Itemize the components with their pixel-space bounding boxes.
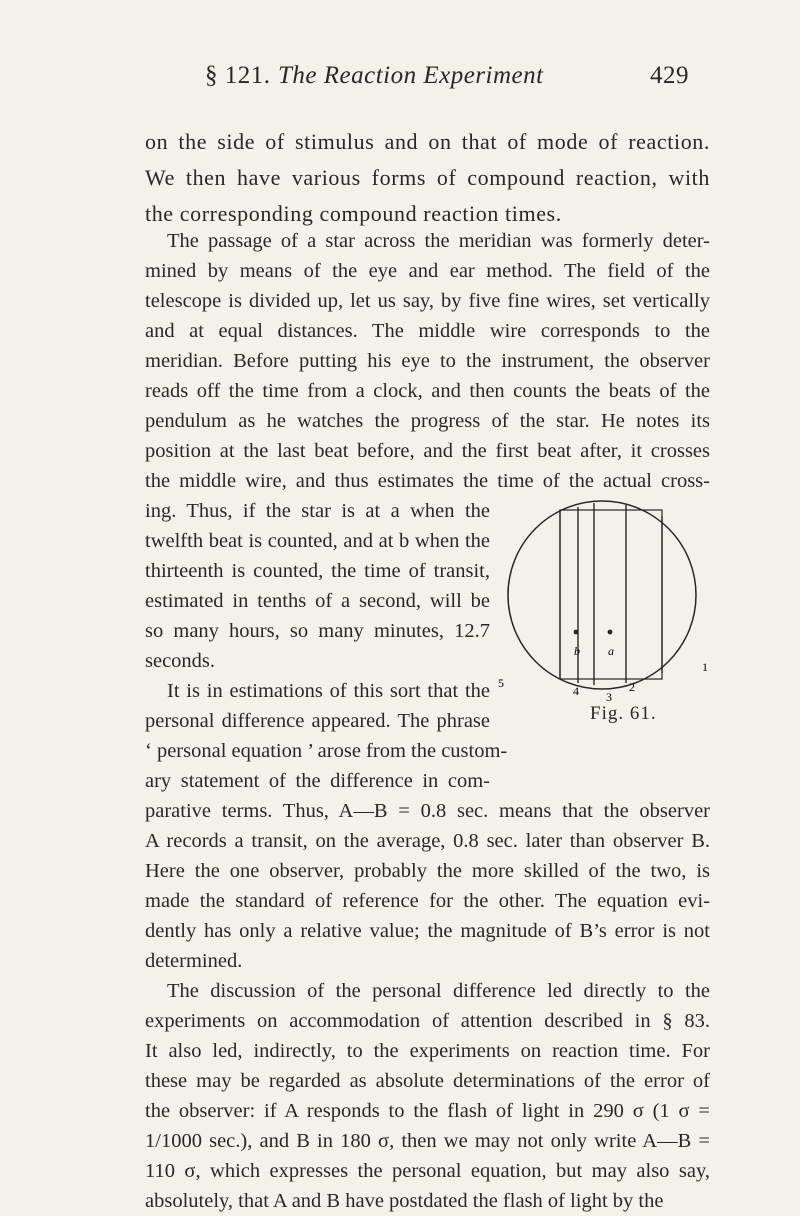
text-line: so many hours, so many minutes, 12.7 [145, 620, 490, 642]
text-line: The discussion of the personal difference led directly to the [167, 980, 710, 1002]
running-header [0, 62, 800, 102]
text-line: It also led, indirectly, to the experiments on reaction time. For [145, 1040, 710, 1062]
star-b [574, 630, 579, 635]
text-line: twelfth beat is counted, and at b when the [145, 530, 490, 552]
paragraph-reaction-time [145, 976, 710, 1216]
telescope-field-circle [508, 501, 696, 689]
text-line: parative terms. Thus, A—B = 0.8 sec. means that the observer [145, 800, 710, 822]
figure-caption: Fig. 61. [590, 703, 657, 724]
paragraph-star-transit [145, 226, 710, 496]
text-line: dently has only a relative value; the magnitude of B’s error is not [145, 920, 710, 942]
paragraph-personal-difference-continued [145, 796, 710, 976]
text-line: 110 σ, which expresses the personal equation, but may also say, [145, 1160, 710, 1182]
text-line: on the side of stimulus and on that of mode of reaction. [145, 129, 710, 154]
text-line: absolutely, that A and B have postdated the flash of light by the [145, 1190, 664, 1212]
text-line: seconds. [145, 650, 216, 672]
text-line: ‘ personal equation ’ arose from the custom- [145, 740, 508, 762]
text-line: mined by means of the eye and ear method. The field of the [145, 260, 710, 282]
text-line: the middle wire, and thus estimates the time of the actual cross- [145, 470, 710, 492]
text-line: determined. [145, 950, 243, 972]
text-line: ary statement of the difference in com- [145, 770, 490, 792]
text-line: We then have various forms of compound reaction, with [145, 165, 710, 190]
text-line: experiments on accommodation of attention described in § 83. [145, 1010, 710, 1032]
wire-label-3: 3 [606, 690, 612, 704]
text-line: It is in estimations of this sort that the [167, 680, 490, 702]
page-number: 429 [650, 62, 689, 89]
text-line: the corresponding compound reaction times. [145, 201, 562, 226]
star-label-a: a [608, 644, 614, 658]
text-line: meridian. Before putting his eye to the instrument, the observer [145, 350, 710, 372]
text-line: personal difference appeared. The phrase [145, 710, 490, 732]
text-line: 1/1000 sec.), and B in 180 σ, then we may not only write A—B = [145, 1130, 710, 1152]
intro-paragraph [145, 124, 710, 232]
star-label-b: b [574, 644, 580, 658]
wire-label-4: 4 [573, 684, 579, 698]
text-line: made the standard of reference for the other. The equation evi- [145, 890, 710, 912]
section-number: § 121. [205, 62, 271, 89]
text-line: thirteenth is counted, the time of transit, [145, 560, 490, 582]
text-line: and at equal distances. The middle wire corresponds to the [145, 320, 710, 342]
text-line: Here the one observer, probably the more skilled of the two, is [145, 860, 710, 882]
text-line: reads off the time from a clock, and then counts the beats of the [145, 380, 710, 402]
wire-label-1: 1 [702, 660, 708, 674]
text-line: The passage of a star across the meridian was formerly deter- [167, 230, 710, 252]
star-a [608, 630, 613, 635]
text-line: estimated in tenths of a second, will be [145, 590, 490, 612]
text-line: A records a transit, on the average, 0.8 sec. later than observer B. [145, 830, 710, 852]
telescope-field-figure [492, 495, 722, 735]
running-title: The Reaction Experiment [278, 62, 544, 89]
wire-label-2: 2 [629, 680, 635, 694]
text-line: these may be regarded as absolute determinations of the error of [145, 1070, 710, 1092]
text-line: telescope is divided up, let us say, by five fine wires, set vertically [145, 290, 710, 312]
text-line: the observer: if A responds to the flash of light in 290 σ (1 σ = [145, 1100, 710, 1122]
text-line: pendulum as he watches the progress of the star. He notes its [145, 410, 710, 432]
wire-label-5: 5 [498, 676, 504, 690]
text-line: ing. Thus, if the star is at a when the [145, 500, 490, 522]
text-line: position at the last beat before, and the first beat after, it crosses [145, 440, 710, 462]
